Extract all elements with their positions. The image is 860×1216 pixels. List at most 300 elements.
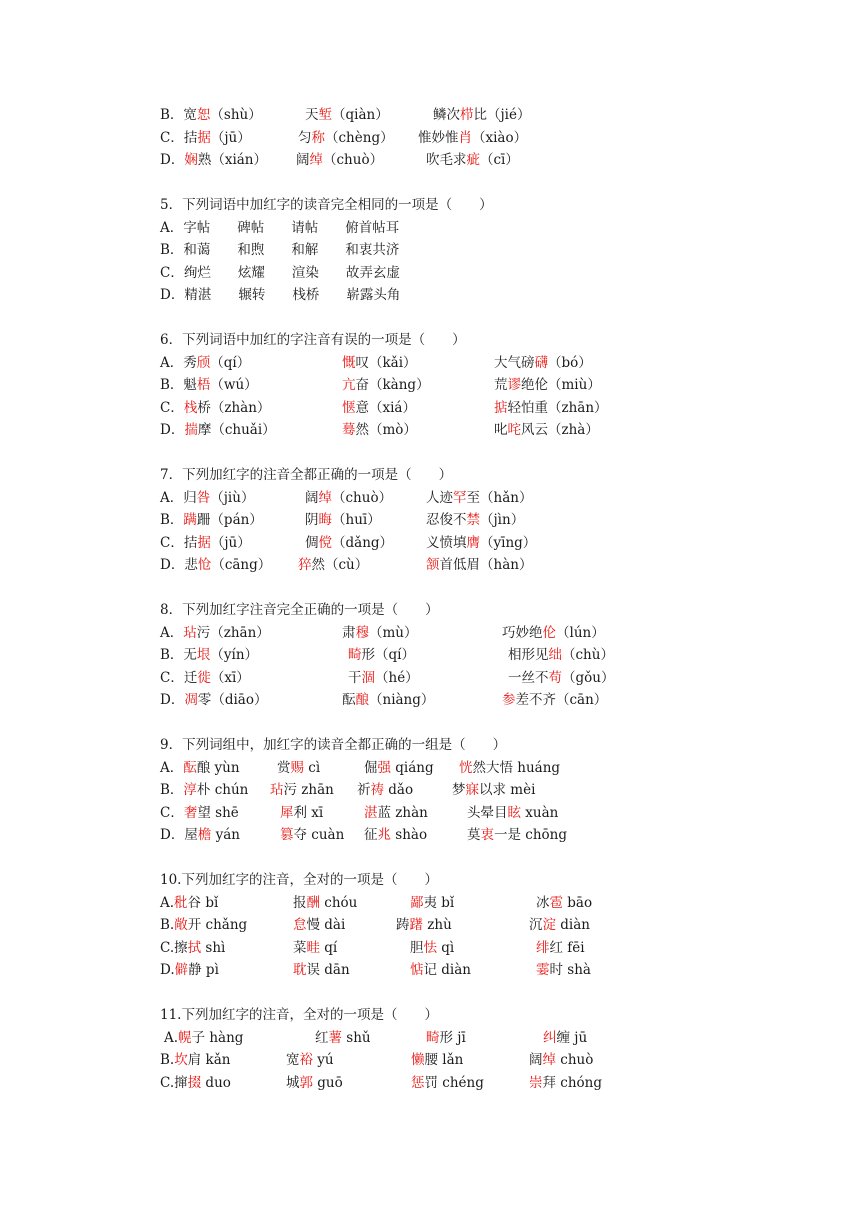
word-item [296,149,383,172]
highlighted-character: 称 [311,129,325,146]
word-item [342,622,418,645]
highlighted-character: 畦 [306,939,320,956]
text-segment: C．拮 [160,534,198,551]
highlighted-character: 穆 [355,624,369,641]
text-segment: （chuò） [332,489,393,506]
text-segment: 11.下列加红字的注音，全对的一项是（ ） [160,1007,438,1023]
word-item [467,824,567,847]
option-label-item [160,464,452,487]
highlighted-character: 赐 [290,759,304,776]
text-segment: 报 [293,894,307,911]
option-label-item [160,397,270,420]
highlighted-character: 恕 [196,107,211,123]
word-item [494,419,599,442]
text-segment: 跚（pán） [196,512,263,528]
highlighted-character: 咤 [507,422,521,438]
text-segment: shì [201,939,226,956]
text-segment: 红 fēi [549,939,585,956]
text-segment: （xī） [210,669,250,686]
highlighted-character: 亢 [342,377,356,393]
highlighted-character: 惩 [411,1074,425,1091]
text-segment: B． [160,782,184,798]
highlighted-character: 肖 [458,129,472,146]
word-item [286,1049,334,1072]
option-label-item [160,104,262,127]
highlighted-character: 郭 [299,1074,313,1091]
option-label-item [160,194,493,217]
question-stem [0,869,860,892]
text-segment: 时 shà [549,962,591,978]
highlighted-character: 酝 [183,759,197,776]
option-line [0,374,860,397]
block-spacer [0,172,860,195]
text-segment: 征 [364,827,378,843]
highlighted-character: 湛 [364,804,378,821]
text-segment: （cāng） [211,557,272,573]
option-label-item [160,734,506,757]
text-segment: 10.下列加红字的注音，全对的一项是（ ） [160,872,438,888]
highlighted-character: 衷 [480,827,494,843]
text-segment: 义愤填 [426,534,467,551]
text-segment: （chù） [562,647,614,663]
text-segment: qí [320,939,338,956]
highlighted-character: 涸 [361,669,375,686]
text-segment: bāo [563,894,593,911]
word-item [410,937,454,960]
highlighted-character: 据 [197,534,211,551]
option-label-item [164,1027,243,1050]
option-line [0,419,860,442]
text-segment: 然（mò） [355,422,417,438]
highlighted-character: 蹒 [183,512,197,528]
option-label-item [160,532,251,555]
option-label-item [160,374,258,397]
text-segment: 天 [305,107,319,123]
highlighted-character: 惬 [342,399,356,416]
question-block [0,464,860,577]
text-segment: 头晕目 [467,804,508,821]
option-line [0,262,860,285]
option-line [0,959,860,982]
highlighted-character: 篡 [280,827,294,843]
text-segment: diàn [556,917,590,933]
text-segment: 罚 chéng [424,1074,484,1091]
option-line [0,532,860,555]
text-segment: 阔 [305,489,319,506]
text-segment: C.撺 [160,1074,188,1091]
worksheet-document [0,104,860,1094]
block-spacer [0,442,860,465]
highlighted-character: 栉 [460,107,474,123]
highlighted-character: 怯 [423,939,437,956]
word-item [452,779,535,802]
highlighted-character: 惦 [410,962,424,978]
word-item [305,104,389,127]
text-segment: 鳞次 [433,107,460,123]
text-segment: B. [160,1052,175,1068]
highlighted-character: 酬 [306,894,320,911]
text-segment: 莫 [467,827,481,843]
option-label-item [160,149,267,172]
text-segment: A. [164,1029,179,1046]
option-label-item [160,284,400,307]
highlighted-character: 颔 [426,557,440,573]
highlighted-character: 祷 [370,782,384,798]
option-line [0,127,860,150]
option-line [0,824,860,847]
option-line [0,622,860,645]
text-segment: 6．下列词语中加红的字注音有误的一项是（ ） [160,332,466,348]
block-spacer [0,577,860,600]
text-segment: （xiào） [472,129,528,146]
text-segment: 至（hǎn） [466,489,533,506]
text-segment: 祈 [357,782,371,798]
question-block [0,329,860,442]
highlighted-character: 玷 [183,624,197,641]
option-label-item [160,554,271,577]
text-segment: 蓝 zhàn [377,804,428,821]
text-segment: 阴 [305,512,319,528]
text-segment: A．秀 [160,354,197,371]
text-segment: 慢 dài [306,917,346,933]
option-label-item [160,1004,438,1027]
option-label-item [160,689,267,712]
block-spacer [0,982,860,1005]
word-item [536,892,592,915]
word-item [426,487,532,510]
word-item [502,689,607,712]
highlighted-character: 薯 [328,1029,342,1046]
highlighted-character: 参 [502,692,516,708]
option-label-item [160,217,399,240]
text-segment: D． [160,422,185,438]
text-segment: （yín） [210,647,259,663]
text-segment: C.擦 [160,939,188,956]
word-item [342,374,430,397]
highlighted-character: 僻 [174,962,189,978]
text-segment: 一是 chōng [494,827,568,843]
word-item [364,824,427,847]
text-segment: （qí） [210,354,251,371]
text-segment: yú [313,1052,334,1068]
highlighted-character: 礴 [534,354,548,371]
block-spacer [0,712,860,735]
text-segment: C．迁 [160,669,198,686]
text-segment: 冰 [536,894,550,911]
text-segment: 叱 [494,422,508,438]
option-line [0,644,860,667]
word-item [348,667,419,690]
text-segment: 9．下列词组中，加红字的读音全都正确的一组是（ ） [160,737,507,753]
word-item [364,757,434,780]
text-segment: 夺 cuàn [293,827,345,843]
text-segment: 肩 kǎn [187,1052,231,1068]
text-segment: 肃 [342,624,356,641]
text-segment: （shù） [210,107,262,123]
text-segment: 红 [315,1029,329,1046]
option-line [0,802,860,825]
option-line [0,239,860,262]
text-segment: 首低眉（hàn） [439,557,533,573]
text-segment: duo [201,1074,231,1091]
highlighted-character: 恍 [459,759,473,776]
highlighted-character: 懒 [411,1052,425,1068]
text-segment: 大气磅 [494,354,535,371]
text-segment: D．精湛 辗转 栈桥 崭露头角 [160,287,401,303]
option-label-item [160,599,439,622]
text-segment: 胆 [410,939,424,956]
option-line [0,757,860,780]
highlighted-character: 傥 [318,534,332,551]
word-item [342,397,416,420]
text-segment: A． [160,624,184,641]
highlighted-character: 掂 [494,399,508,416]
highlighted-character: 绰 [542,1052,556,1068]
text-segment: 差不齐（cān） [515,692,608,708]
highlighted-character: 咎 [196,489,211,506]
text-segment: 子 hàng [191,1029,244,1046]
text-segment: （chèng） [325,129,394,146]
text-segment: C．绚烂 炫耀 渲染 故弄玄虚 [160,264,400,281]
text-segment: 梦 [452,782,466,798]
word-item [298,554,368,577]
text-segment: 然大悟 huáng [472,759,561,776]
text-segment: A. [160,894,175,911]
text-segment: 干 [348,669,362,686]
option-label-item [160,419,276,442]
highlighted-character: 秕 [174,894,188,911]
option-line [0,1072,860,1095]
text-segment: 一丝不 [508,669,549,686]
text-segment: 酿 yùn [196,759,240,776]
highlighted-character: 眩 [507,804,521,821]
word-item [280,824,344,847]
text-segment: 桥（zhàn） [197,399,271,416]
highlighted-character: 檐 [197,827,212,843]
text-segment: 酝 [342,692,356,708]
option-label-item [160,1072,231,1095]
option-line [0,509,860,532]
option-line [0,1027,860,1050]
word-item [293,959,350,982]
text-segment: A． [160,759,184,776]
text-segment: 记 diàn [423,962,471,978]
word-item [357,779,413,802]
text-segment: B．和蔼 和煦 和解 和衷共济 [160,242,400,258]
option-line [0,217,860,240]
text-segment: chóu [320,894,358,911]
text-segment: shǔ [342,1029,371,1046]
highlighted-character: 畸 [348,647,362,663]
option-line [0,554,860,577]
text-segment: 阔 [529,1052,543,1068]
option-label-item [160,1049,230,1072]
highlighted-character: 谬 [507,377,521,393]
text-segment: 腰 lǎn [424,1052,464,1068]
option-label-item [160,509,263,532]
option-label-item [160,622,270,645]
word-item [293,937,337,960]
text-segment: 轻怕重（zhān） [507,399,608,416]
text-segment: B． [160,512,184,528]
word-item [298,127,394,150]
option-label-item [160,959,219,982]
word-item [426,509,524,532]
word-item [543,1027,587,1050]
option-line [0,397,860,420]
word-item [396,914,452,937]
word-item [529,1072,602,1095]
question-block [0,734,860,847]
text-segment: （dǎng） [332,534,394,551]
text-segment: 望 shē [197,804,239,821]
word-item [494,352,592,375]
highlighted-character: 敞 [174,917,188,933]
text-segment: A．字帖 碑帖 请帖 俯首帖耳 [160,219,400,236]
highlighted-character: 淀 [542,917,556,933]
highlighted-character: 怆 [197,557,212,573]
word-item [426,532,536,555]
word-item [426,149,519,172]
word-item [529,914,590,937]
option-line [0,487,860,510]
highlighted-character: 绌 [548,647,562,663]
option-line [0,284,860,307]
text-segment: 倜 [305,534,319,551]
highlighted-character: 崇 [529,1074,543,1091]
question-4-options-continued [0,104,860,172]
highlighted-character: 绰 [318,489,332,506]
option-line [0,1049,860,1072]
text-segment: 踌 [396,917,410,933]
option-label-item [160,802,239,825]
option-label-item [160,644,258,667]
option-line [0,667,860,690]
text-segment: 城 [286,1074,300,1091]
option-label-item [160,329,466,352]
word-item [270,779,334,802]
option-line [0,689,860,712]
word-item [536,937,585,960]
highlighted-character: 梧 [196,377,211,393]
text-segment: 惟妙惟 [418,129,459,146]
word-item [342,419,417,442]
text-segment: 缠 jū [556,1029,588,1046]
highlighted-character: 拭 [187,939,202,956]
text-segment: zhù [423,917,452,933]
text-segment: 风云（zhà） [521,422,599,438]
word-item [426,554,532,577]
highlighted-character: 禁 [466,512,480,528]
word-item [411,1072,484,1095]
text-segment: （niàng） [369,692,435,708]
text-segment: 菜 [293,939,307,956]
word-item [508,644,614,667]
text-segment: （lún） [556,624,605,641]
text-segment: （jiù） [210,489,255,506]
word-item [411,1049,463,1072]
highlighted-character: 畸 [426,1029,440,1046]
highlighted-character: 耽 [293,962,307,978]
highlighted-character: 雹 [549,894,563,911]
text-segment: 阔 [296,152,310,168]
highlighted-character: 慨 [342,354,356,371]
option-label-item [160,937,225,960]
option-line [0,779,860,802]
word-item [305,509,381,532]
text-segment: B．无 [160,647,197,663]
highlighted-character: 伦 [542,624,556,641]
highlighted-character: 晦 [318,512,332,528]
option-label-item [160,869,438,892]
block-spacer [0,307,860,330]
text-segment: chuò [556,1052,594,1068]
word-item [494,397,608,420]
text-segment: A．归 [160,489,197,506]
highlighted-character: 绯 [536,939,550,956]
highlighted-character: 坎 [174,1052,188,1068]
text-segment: 吹毛求 [426,152,467,168]
highlighted-character: 罕 [453,489,467,506]
question-block [0,599,860,712]
text-segment: 误 dān [306,962,350,978]
option-line [0,892,860,915]
text-segment: 开 chǎng [187,917,248,933]
text-segment: 7．下列加红字的注音全都正确的一项是（ ） [160,467,453,483]
question-block [0,194,860,307]
text-segment: B．魁 [160,377,197,393]
word-item [293,892,357,915]
text-segment: 静 pì [188,962,219,978]
text-segment: 5．下列词语中加红字的读音完全相同的一项是（ ） [160,197,493,213]
text-segment: 然（cù） [311,557,369,573]
text-segment: （wú） [210,377,258,393]
text-segment: 沉 [529,917,543,933]
word-item [494,374,601,397]
question-stem [0,194,860,217]
option-label-item [160,892,218,915]
highlighted-character: 幌 [178,1029,192,1046]
text-segment: （qiàn） [332,107,389,123]
highlighted-character: 纠 [543,1029,557,1046]
highlighted-character: 犀 [280,804,294,821]
option-line [0,104,860,127]
question-block [0,869,860,982]
text-segment: （jū） [210,129,251,146]
word-item [433,104,531,127]
word-item [467,802,558,825]
option-label-item [160,779,248,802]
highlighted-character: 寐 [465,782,479,798]
text-segment: （jū） [210,534,251,551]
question-stem [0,734,860,757]
text-segment: 奋（kàng） [355,377,430,393]
text-segment: 零（diāo） [197,692,268,708]
highlighted-character: 据 [197,129,211,146]
highlighted-character: 凋 [184,692,198,708]
text-segment: dǎo [384,782,414,798]
highlighted-character: 怠 [293,917,307,933]
text-segment: cì [304,759,321,776]
text-segment: （yīng） [480,534,537,551]
text-segment: 忍俊不 [426,512,467,528]
word-item [348,644,415,667]
highlighted-character: 兆 [377,827,391,843]
option-label-item [160,127,251,150]
option-label-item [160,757,240,780]
text-segment: 宽 [286,1052,300,1068]
highlighted-character: 徙 [197,669,211,686]
